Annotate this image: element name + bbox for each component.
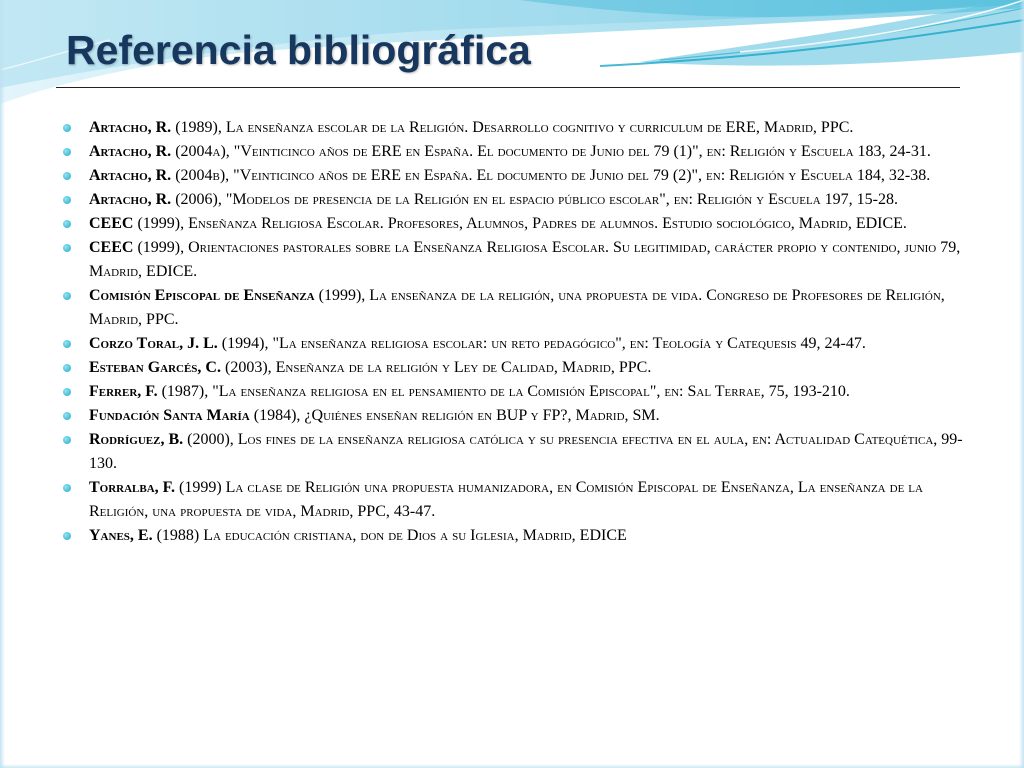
title-divider [56,87,960,88]
reference-details: (1999) La clase de Religión una propuesta humanizadora, en Comisión Episcopal de Enseñanza, La enseñanza de la Religión, una propuesta de vida, Madrid, PPC, 43-47. [89,479,923,520]
bullet-dot-icon [63,292,71,300]
reference-item [0,380,1024,404]
reference-author: Esteban Garcés, C. [89,359,221,376]
bullet-dot-icon [63,412,71,420]
reference-text [89,431,963,472]
reference-text [89,407,660,424]
reference-author: CEEC [89,215,134,232]
bullet-dot-icon [63,364,71,372]
reference-details: (1988) La educación cristiana, don de Dios a su Iglesia, Madrid, EDICE [152,527,627,544]
bullet-dot-icon [63,532,71,540]
reference-author: Comisión Episcopal de Enseñanza [89,287,315,304]
reference-author: Rodríguez, B. [89,431,184,448]
reference-item [0,524,1024,548]
reference-text [89,191,898,208]
reference-text [89,143,931,160]
bullet-dot-icon [63,484,71,492]
bullet-dot-icon [63,220,71,228]
reference-author: Artacho, R. [89,167,172,184]
reference-details: (2006), "Modelos de presencia de la Religión en el espacio público escolar", en: Religión y Escuela 197, 15-28. [171,191,898,208]
bullet-dot-icon [63,196,71,204]
reference-item [0,476,1024,524]
reference-item [0,404,1024,428]
reference-author: Artacho, R. [89,143,172,160]
reference-item [0,140,1024,164]
reference-text [89,119,853,136]
reference-text [89,359,651,376]
reference-item [0,284,1024,332]
reference-item [0,236,1024,284]
reference-text [89,167,930,184]
reference-author: Corzo Toral, J. L. [89,335,218,352]
reference-item [0,356,1024,380]
reference-text [89,527,627,544]
reference-item [0,428,1024,476]
reference-item [0,332,1024,356]
reference-item [0,116,1024,140]
bullet-dot-icon [63,124,71,132]
reference-details: (1999), Enseñanza Religiosa Escolar. Profesores, Alumnos, Padres de alumnos. Estudio sociológico, Madrid, EDICE. [133,215,907,232]
bullet-dot-icon [63,436,71,444]
reference-author: CEEC [89,239,134,256]
reference-item [0,188,1024,212]
reference-details: (2004a), "Veinticinco años de ERE en España. El documento de Junio del 79 (1)", en: Religión y Escuela 183, 24-31. [171,143,931,160]
reference-details: (2000), Los fines de la enseñanza religiosa católica y su presencia efectiva en el aula, en: Actualidad Catequética, 99-130. [89,431,963,472]
reference-text [89,239,960,280]
bullet-dot-icon [63,388,71,396]
reference-text [89,479,923,520]
bullet-dot-icon [63,172,71,180]
reference-details: (2003), Enseñanza de la religión y Ley de Calidad, Madrid, PPC. [220,359,652,376]
bottom-edge-shadow [0,764,1024,768]
reference-item [0,212,1024,236]
reference-item [0,164,1024,188]
reference-author: Ferrer, F. [89,383,158,400]
bullet-dot-icon [63,340,71,348]
bullet-dot-icon [63,244,71,252]
reference-author: Artacho, R. [89,191,172,208]
reference-details: (1999), La enseñanza de la religión, una propuesta de vida. Congreso de Profesores de Religión, Madrid, PPC. [89,287,945,328]
reference-text [89,383,850,400]
reference-details: (2004b), "Veinticinco años de ERE en España. El documento de Junio del 79 (2)", en: Religión y Escuela 184, 32-38. [171,167,931,184]
reference-author: Fundación Santa María [89,407,250,424]
reference-text [89,335,866,352]
reference-author: Torralba, F. [89,479,175,496]
reference-text [89,215,907,232]
reference-list [0,116,1024,548]
reference-text [89,287,945,328]
reference-author: Yanes, E. [89,527,153,544]
reference-details: (1994), "La enseñanza religiosa escolar: un reto pedagógico", en: Teología y Catequesis 49, 24-47. [217,335,866,352]
reference-details: (1999), Orientaciones pastorales sobre la Enseñanza Religiosa Escolar. Su legitimidad, carácter propio y contenido, junio 79, Madrid, EDICE. [89,239,961,280]
bullet-dot-icon [63,148,71,156]
reference-details: (1987), "La enseñanza religiosa en el pensamiento de la Comisión Episcopal", en: Sal Terrae, 75, 193-210. [157,383,850,400]
reference-author: Artacho, R. [89,119,172,136]
slide-title: Referencia bibliográfica [66,27,531,73]
reference-details: (1989), La enseñanza escolar de la Religión. Desarrollo cognitivo y curriculum de ERE, Madrid, PPC. [171,119,854,136]
reference-details: (1984), ¿Quiénes enseñan religión en BUP y FP?, Madrid, SM. [249,407,660,424]
